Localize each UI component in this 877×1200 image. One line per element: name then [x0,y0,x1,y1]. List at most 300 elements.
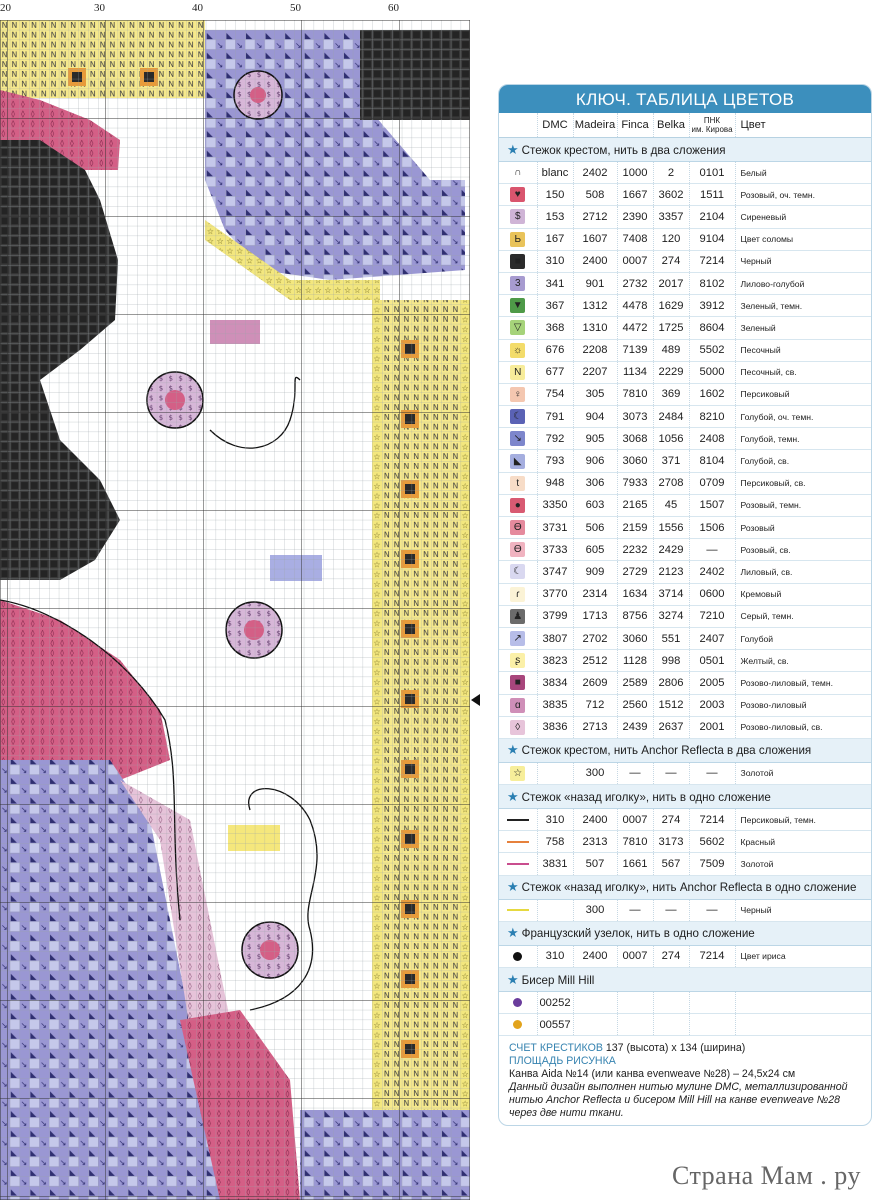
cell-dmc: 3836 [537,716,573,738]
cell-madeira: 300 [573,899,617,921]
cell-belka [653,1014,689,1036]
cell-belka: 45 [653,494,689,516]
color-key-panel [498,84,872,1126]
header-pnk: ПНК им. Кирова [689,113,735,138]
color-row [499,561,871,583]
color-row [499,250,871,272]
cell-pnk: 5602 [689,831,735,853]
cell-belka: 551 [653,627,689,649]
stitch-symbol-icon: ■ [510,675,525,690]
cell-madeira: 905 [573,428,617,450]
symbol-cell [499,672,537,694]
cell-finca: 2560 [617,694,653,716]
symbol-cell [499,650,537,672]
symbol-cell [499,899,537,921]
cell-pnk: 3912 [689,295,735,317]
cell-belka: 3602 [653,184,689,206]
cell-name: Цвет соломы [735,228,871,250]
cell-belka: 998 [653,650,689,672]
cell-madeira: 2712 [573,206,617,228]
cell-name: Зеленый [735,317,871,339]
section-header [499,921,871,945]
stitch-symbol-icon: $ [510,209,525,224]
cell-pnk: 5000 [689,361,735,383]
symbol-cell [499,694,537,716]
cell-madeira: 605 [573,539,617,561]
cell-belka [653,992,689,1014]
cell-belka: 371 [653,450,689,472]
cell-belka: — [653,899,689,921]
cell-madeira: 306 [573,472,617,494]
cell-pnk: 8102 [689,272,735,294]
stitch-symbol-icon: ♥ [510,187,525,202]
symbol-cell [499,184,537,206]
color-row [499,450,871,472]
cell-belka: 1056 [653,428,689,450]
cell-pnk: 8604 [689,317,735,339]
cell-finca: 0007 [617,250,653,272]
canvas-info: Канва Aida №14 (или канва evenweave №28) – 24,5x24 см [509,1068,796,1081]
cell-finca: 3060 [617,450,653,472]
cell-madeira: 2314 [573,583,617,605]
cell-dmc: 367 [537,295,573,317]
cell-name: Голубой [735,627,871,649]
cell-finca: 8756 [617,605,653,627]
symbol-cell [499,494,537,516]
section-label: Стежок крестом, нить Anchor Reflecta в два сложения [521,744,812,758]
section-label: Стежок «назад иголку», нить Anchor Reflecta в одно сложение [521,881,857,895]
header-color: Цвет [735,113,871,138]
cell-madeira: 2400 [573,250,617,272]
symbol-cell [499,428,537,450]
cell-name: Розово-лиловый [735,694,871,716]
symbol-cell [499,583,537,605]
cell-name: Серый, темн. [735,605,871,627]
stitch-symbol-icon: ☾ [510,409,525,424]
cell-dmc: 3823 [537,650,573,672]
cell-finca: 4478 [617,295,653,317]
color-row [499,650,871,672]
color-row [499,494,871,516]
cell-finca: 1661 [617,853,653,875]
cell-madeira: 1310 [573,317,617,339]
symbol-cell [499,162,537,184]
color-row [499,295,871,317]
knot-dot-icon [513,952,522,961]
axis-number: 30 [94,2,105,14]
cell-madeira [573,992,617,1014]
cell-dmc [537,899,573,921]
cell-madeira: 2207 [573,361,617,383]
symbol-cell [499,228,537,250]
key-title: КЛЮЧ. ТАБЛИЦА ЦВЕТОВ [499,85,871,113]
cell-finca: 7139 [617,339,653,361]
color-row [499,605,871,627]
section-label: Французский узелок, нить в одно сложение [521,927,755,941]
cell-name: Песочный, св. [735,361,871,383]
cell-pnk: 1511 [689,184,735,206]
cell-pnk: 2005 [689,672,735,694]
cell-belka: 489 [653,339,689,361]
cell-finca: 2165 [617,494,653,516]
cell-madeira: 712 [573,694,617,716]
cell-finca [617,1014,653,1036]
star-icon: ★ [507,879,519,895]
cell-madeira: 2702 [573,627,617,649]
backstitch-line-icon [507,863,529,865]
cell-name: Белый [735,162,871,184]
color-row [499,428,871,450]
header-dmc: DMC [537,113,573,138]
color-row [499,672,871,694]
stitch-symbol-icon: ∩ [510,165,525,180]
cell-pnk: 0501 [689,650,735,672]
cell-dmc: 3831 [537,853,573,875]
cell-pnk: — [689,899,735,921]
cell-finca: — [617,899,653,921]
section-title [499,968,871,992]
cell-dmc: 3835 [537,694,573,716]
cell-dmc: 758 [537,831,573,853]
color-row [499,853,871,875]
area-label: ПЛОЩАДЬ РИСУНКА [509,1055,616,1068]
cell-name: Розовый [735,517,871,539]
symbol-cell [499,295,537,317]
color-row [499,361,871,383]
cell-pnk: 8104 [689,450,735,472]
cell-pnk: 1602 [689,383,735,405]
cell-belka: 2 [653,162,689,184]
cell-name: Голубой, св. [735,450,871,472]
cell-belka: 120 [653,228,689,250]
stitch-symbol-icon: ◣ [510,454,525,469]
symbol-cell [499,809,537,831]
stitch-symbol-icon: ☾ [510,564,525,579]
cell-pnk: 2003 [689,694,735,716]
cell-pnk: 5502 [689,339,735,361]
cell-madeira: 300 [573,762,617,784]
section-header [499,738,871,762]
star-icon: ★ [507,925,519,941]
color-row [499,383,871,405]
cell-belka: 3714 [653,583,689,605]
cell-belka: 2708 [653,472,689,494]
cell-pnk: 7214 [689,945,735,967]
stitch-symbol-icon: ■ [510,254,525,269]
cell-madeira: 305 [573,383,617,405]
stitch-symbol-icon: N [510,365,525,380]
color-row [499,406,871,428]
symbol-cell [499,361,537,383]
cell-belka: 2429 [653,539,689,561]
cell-dmc: 754 [537,383,573,405]
knot-dot-icon [513,1020,522,1029]
color-row [499,472,871,494]
star-icon: ★ [507,742,519,758]
cell-pnk: 0709 [689,472,735,494]
cell-belka: 3357 [653,206,689,228]
cell-belka: 1512 [653,694,689,716]
cell-madeira: 2402 [573,162,617,184]
symbol-cell [499,561,537,583]
cell-dmc: 3807 [537,627,573,649]
cell-finca: 1000 [617,162,653,184]
cell-belka: 2017 [653,272,689,294]
cell-dmc: 00252 [537,992,573,1014]
cell-pnk: 2407 [689,627,735,649]
color-row [499,1014,871,1036]
symbol-cell [499,450,537,472]
color-key-table [499,113,871,1036]
cell-finca: 3068 [617,428,653,450]
cell-finca [617,992,653,1014]
symbol-cell [499,472,537,494]
cell-dmc: 310 [537,250,573,272]
symbol-cell [499,250,537,272]
cell-madeira: 2512 [573,650,617,672]
color-row [499,627,871,649]
cell-finca: 2589 [617,672,653,694]
cell-name: Лиловый, св. [735,561,871,583]
header-belka: Belka [653,113,689,138]
axis-number: 40 [192,2,203,14]
center-arrow-icon [471,694,480,706]
color-row [499,583,871,605]
stitch-symbol-icon: t [510,476,525,491]
cell-name: Золотой [735,762,871,784]
symbol-cell [499,272,537,294]
cell-dmc: 3834 [537,672,573,694]
symbol-cell [499,206,537,228]
backstitch-line-icon [507,819,529,821]
watermark: Страна Мам . ру [672,1161,861,1190]
cell-madeira: 2208 [573,339,617,361]
knot-dot-icon [513,998,522,1007]
section-title [499,138,871,162]
cell-madeira: 2400 [573,945,617,967]
cell-pnk [689,992,735,1014]
symbol-cell [499,1014,537,1036]
cell-madeira: 507 [573,853,617,875]
symbol-cell [499,406,537,428]
cell-pnk: — [689,539,735,561]
cell-finca: 1667 [617,184,653,206]
cell-dmc: 310 [537,945,573,967]
cell-dmc: 948 [537,472,573,494]
cell-finca: 3060 [617,627,653,649]
stitch-symbol-icon: Ь [510,232,525,247]
cell-name: Черный [735,250,871,272]
cell-madeira: 906 [573,450,617,472]
cell-belka: 2806 [653,672,689,694]
cell-name: Песочный [735,339,871,361]
cell-belka: 1556 [653,517,689,539]
color-row [499,992,871,1014]
cell-madeira: 2609 [573,672,617,694]
stitch-count-value: 137 (высота) х 134 (ширина) [605,1042,746,1055]
cell-belka: 274 [653,945,689,967]
cell-finca: 2232 [617,539,653,561]
cell-name: Персиковый, св. [735,472,871,494]
cell-finca: 0007 [617,809,653,831]
cell-madeira: 2313 [573,831,617,853]
cell-name: Розовый, оч. темн. [735,184,871,206]
cell-belka: 2637 [653,716,689,738]
color-row [499,809,871,831]
cell-finca: 7933 [617,472,653,494]
stitch-symbol-icon: 3 [510,276,525,291]
cell-pnk: 2104 [689,206,735,228]
cell-finca: 0007 [617,945,653,967]
cell-name: Лилово-голубой [735,272,871,294]
cell-dmc: 676 [537,339,573,361]
cell-dmc: 3733 [537,539,573,561]
cell-finca: 2159 [617,517,653,539]
color-row [499,716,871,738]
section-label: Бисер Mill Hill [521,973,595,987]
stitch-symbol-icon: ♟ [510,609,525,624]
cell-finca: 2732 [617,272,653,294]
cell-pnk: 7210 [689,605,735,627]
color-row [499,228,871,250]
cell-dmc: 167 [537,228,573,250]
stitch-count-label: СЧЕТ КРЕСТИКОВ [509,1042,603,1055]
cell-dmc: 791 [537,406,573,428]
cell-dmc: 3731 [537,517,573,539]
pattern-notes [499,1036,871,1120]
section-header [499,785,871,809]
cell-madeira: 909 [573,561,617,583]
cell-madeira: 508 [573,184,617,206]
cell-pnk: 0101 [689,162,735,184]
stitch-symbol-icon: ↗ [510,631,525,646]
symbol-cell [499,317,537,339]
cell-name: Цвет ириса [735,945,871,967]
cell-finca: 7810 [617,383,653,405]
cell-name: Золотой [735,853,871,875]
color-row [499,945,871,967]
symbol-cell [499,339,537,361]
cell-name: Розовый, темн. [735,494,871,516]
cell-dmc: blanc [537,162,573,184]
cell-dmc: 3747 [537,561,573,583]
cell-pnk: 7214 [689,250,735,272]
color-row [499,762,871,784]
section-header [499,138,871,162]
stitch-symbol-icon: Ө [510,520,525,535]
symbol-cell [499,945,537,967]
symbol-cell [499,992,537,1014]
cell-pnk: 8210 [689,406,735,428]
axis-number: 60 [388,2,399,14]
stitch-symbol-icon: ɑ [510,698,525,713]
stitch-symbol-icon: ʂ [510,653,525,668]
cell-pnk [689,1014,735,1036]
cell-name: Голубой, оч. темн. [735,406,871,428]
cell-name: Черный [735,899,871,921]
cell-belka: 274 [653,250,689,272]
stitch-symbol-icon: ◊ [510,720,525,735]
color-row [499,184,871,206]
cell-belka: 369 [653,383,689,405]
cell-belka: 2229 [653,361,689,383]
section-title [499,785,871,809]
axis-number: 50 [290,2,301,14]
cell-dmc: 3799 [537,605,573,627]
section-label: Стежок «назад иголку», нить в одно сложение [521,790,771,804]
cell-pnk: — [689,762,735,784]
color-row [499,539,871,561]
symbol-cell [499,383,537,405]
cell-finca: 4472 [617,317,653,339]
cell-pnk: 2402 [689,561,735,583]
cell-dmc: 368 [537,317,573,339]
cell-dmc: 792 [537,428,573,450]
cell-finca: 1134 [617,361,653,383]
cell-belka: — [653,762,689,784]
cell-name [735,1014,871,1036]
color-row [499,694,871,716]
cell-pnk: 1506 [689,517,735,539]
cell-belka: 2123 [653,561,689,583]
cell-name: Кремовый [735,583,871,605]
color-row [499,899,871,921]
color-row [499,517,871,539]
color-row [499,162,871,184]
cell-dmc: 793 [537,450,573,472]
stitch-symbol-icon: Ɵ [510,542,525,557]
cell-pnk: 9104 [689,228,735,250]
stitch-symbol-icon: ▽ [510,320,525,335]
cell-belka: 3274 [653,605,689,627]
stitch-symbol-icon: ● [510,498,525,513]
cell-name: Персиковый [735,383,871,405]
color-row [499,831,871,853]
backstitch-line-icon [507,841,529,843]
design-description: Данный дизайн выполнен нитью мулине DMC, металлизированной нитью Anchor Reflecta и бисером Mill Hill на канве evenweave №28 через две нити ткани. [509,1081,848,1120]
table-header-row [499,113,871,138]
cell-pnk: 2001 [689,716,735,738]
header-madeira: Madeira [573,113,617,138]
cell-pnk: 2408 [689,428,735,450]
cell-finca: 7810 [617,831,653,853]
cell-belka: 1629 [653,295,689,317]
cell-dmc [537,762,573,784]
star-icon: ★ [507,788,519,804]
axis-number: 20 [0,2,11,14]
cell-name: Персиковый, темн. [735,809,871,831]
symbol-cell [499,539,537,561]
cell-madeira [573,1014,617,1036]
section-title [499,738,871,762]
symbol-cell [499,517,537,539]
cell-madeira: 506 [573,517,617,539]
stitch-symbol-icon: ♀ [510,387,525,402]
section-header [499,875,871,899]
header-finca: Finca [617,113,653,138]
cell-madeira: 2713 [573,716,617,738]
cell-name: Красный [735,831,871,853]
cell-madeira: 1607 [573,228,617,250]
cell-dmc: 310 [537,809,573,831]
color-row [499,317,871,339]
cell-madeira: 2400 [573,809,617,831]
stitch-symbol-icon: ☼ [510,343,525,358]
cell-name: Сиреневый [735,206,871,228]
cell-finca: 2439 [617,716,653,738]
cell-pnk: 0600 [689,583,735,605]
cell-dmc: 3770 [537,583,573,605]
